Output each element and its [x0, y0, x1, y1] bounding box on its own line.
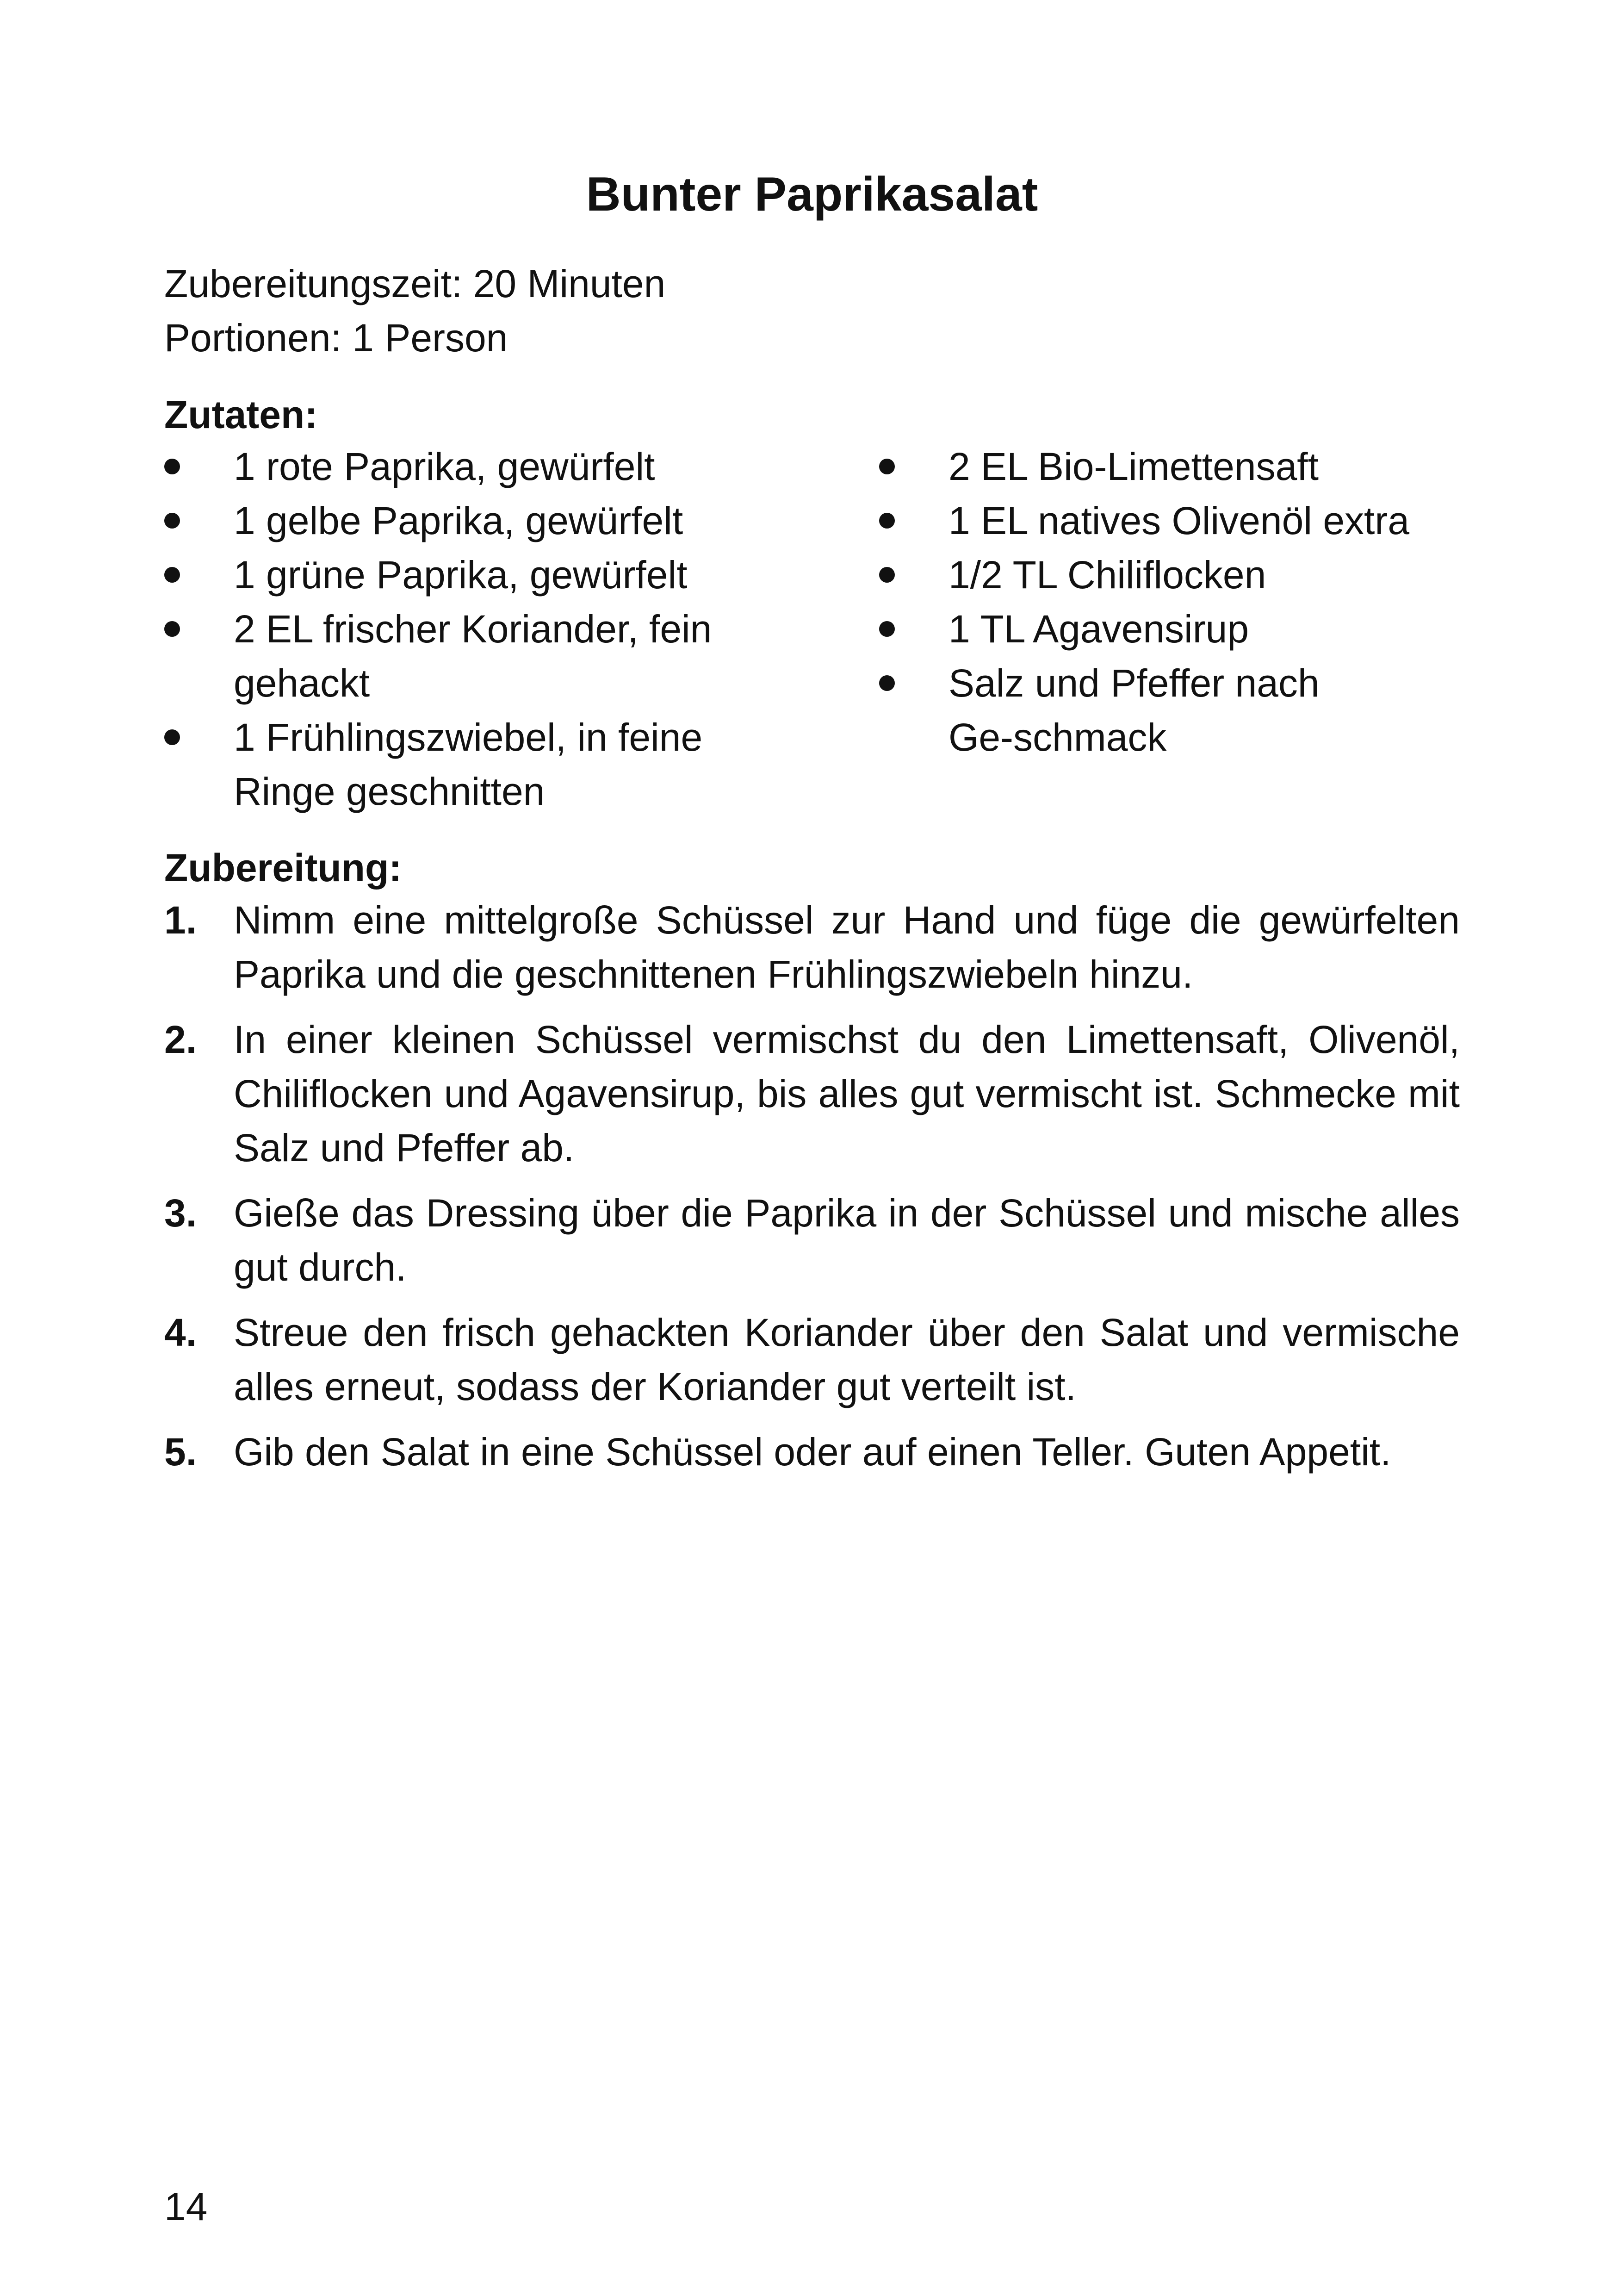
- preparation-heading: Zubereitung:: [164, 846, 402, 890]
- bullet-icon: [164, 459, 180, 474]
- step-number: 4.: [164, 1311, 197, 1354]
- recipe-meta: [164, 257, 665, 365]
- step-item: [164, 1425, 1460, 1479]
- ingredient-item: 1 TL Agavensirup: [879, 602, 1457, 656]
- bullet-icon: [164, 567, 180, 583]
- recipe-page: [164, 0, 1460, 2296]
- recipe-title: Bunter Paprikasalat: [586, 168, 1038, 221]
- bullet-icon: [879, 675, 895, 691]
- bullet-icon: [164, 621, 180, 637]
- bullet-icon: [164, 513, 180, 529]
- ingredients-list-left: [164, 440, 738, 819]
- ingredient-item: Salz und Pfeffer nach Ge-schmack: [879, 656, 1365, 765]
- bullet-icon: [879, 459, 895, 474]
- step-text: Nimm eine mittelgroße Schüssel zur Hand und füge die gewürfelten Paprika und die geschnittenen Frühlingszwiebeln hinzu.: [234, 898, 1460, 996]
- ingredient-item: 1 rote Paprika, gewürfelt: [164, 440, 738, 494]
- servings: Portionen: 1 Person: [164, 316, 508, 360]
- ingredient-item: 1 Frühlingszwiebel, in feine Ringe geschnitten: [164, 710, 738, 819]
- step-number: 1.: [164, 898, 197, 942]
- ingredient-item: 2 EL frischer Koriander, fein gehackt: [164, 602, 738, 710]
- step-number: 3.: [164, 1191, 197, 1235]
- step-text: Gieße das Dressing über die Paprika in der Schüssel und mische alles gut durch.: [234, 1191, 1460, 1289]
- step-item: [164, 893, 1460, 1002]
- step-item: [164, 1013, 1460, 1175]
- ingredient-item: 2 EL Bio-Limettensaft: [879, 440, 1457, 494]
- step-text: Streue den frisch gehackten Koriander über den Salat und vermische alles erneut, sodass der Koriander gut verteilt ist.: [234, 1311, 1460, 1408]
- preparation-steps: [164, 893, 1460, 1490]
- bullet-icon: [164, 729, 180, 745]
- ingredient-item: 1 grüne Paprika, gewürfelt: [164, 548, 738, 602]
- step-number: 5.: [164, 1430, 197, 1474]
- step-item: [164, 1186, 1460, 1294]
- page-number: 14: [164, 2185, 208, 2228]
- ingredient-item: 1/2 TL Chiliflocken: [879, 548, 1457, 602]
- step-text: Gib den Salat in eine Schüssel oder auf einen Teller. Guten Appetit.: [234, 1430, 1391, 1474]
- ingredient-item: 1 EL natives Olivenöl extra: [879, 494, 1457, 548]
- bullet-icon: [879, 621, 895, 637]
- ingredients-list-right: [879, 440, 1457, 765]
- ingredients-heading: Zutaten:: [164, 393, 318, 436]
- step-number: 2.: [164, 1018, 197, 1061]
- ingredient-item: 1 gelbe Paprika, gewürfelt: [164, 494, 738, 548]
- prep-time: Zubereitungszeit: 20 Minuten: [164, 262, 666, 305]
- step-text: In einer kleinen Schüssel vermischst du den Limettensaft, Olivenöl, Chiliflocken und Agavensirup, bis alles gut vermischt ist. Schmecke mit Salz und Pfeffer ab.: [234, 1018, 1460, 1170]
- bullet-icon: [879, 513, 895, 529]
- bullet-icon: [879, 567, 895, 583]
- step-item: [164, 1306, 1460, 1414]
